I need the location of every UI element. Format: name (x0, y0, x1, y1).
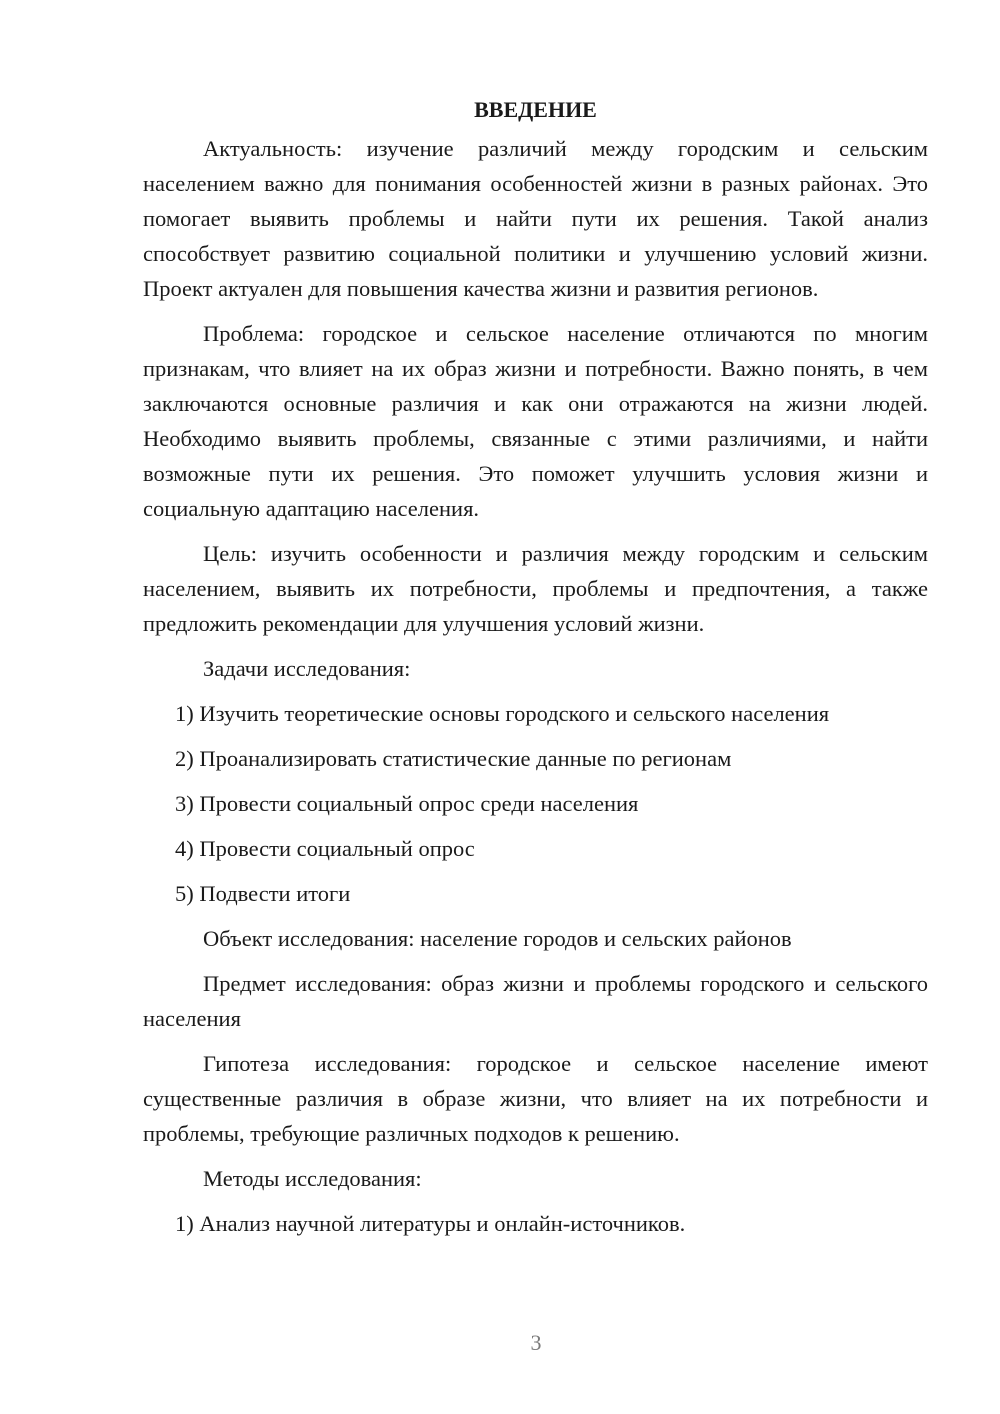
page-number: 3 (530, 1330, 542, 1355)
task-item: 2) Проанализировать статистические данные по регионам (175, 746, 732, 771)
method-item: 1) Анализ научной литературы и онлайн-источников. (175, 1211, 686, 1236)
tasks-label: Задачи исследования: (203, 656, 411, 681)
document-page (143, 92, 928, 1251)
task-item: 5) Подвести итоги (175, 881, 351, 906)
problem-paragraph: Проблема: городское и сельское население отличаются по многим признакам, что влияет на их образ жизни и потребности. Важно понять, в чем заключаются основные различия и как они отражаются на жизни людей. Необходимо выявить проблемы, связанные с этими различиями, и найти возможные пути их решения. Это поможет улучшить условия жизни и социальную адаптацию населения. (143, 321, 928, 521)
methods-label: Методы исследования: (203, 1166, 422, 1191)
task-item: 3) Провести социальный опрос среди населения (175, 791, 639, 816)
object-paragraph: Объект исследования: население городов и сельских районов (203, 926, 792, 951)
goal-paragraph: Цель: изучить особенности и различия между городским и сельским населением, выявить их потребности, проблемы и предпочтения, а также предложить рекомендации для улучшения условий жизни. (143, 541, 928, 636)
relevance-paragraph: Актуальность: изучение различий между городским и сельским населением важно для понимания особенностей жизни в разных районах. Это помогает выявить проблемы и найти пути их решения. Такой анализ способствует развитию социальной политики и улучшению условий жизни. Проект актуален для повышения качества жизни и развития регионов. (143, 136, 928, 301)
task-item: 1) Изучить теоретические основы городского и сельского населения (175, 701, 830, 726)
subject-paragraph: Предмет исследования: образ жизни и проблемы городского и сельского населения (143, 971, 928, 1031)
task-item: 4) Провести социальный опрос (175, 836, 475, 861)
hypothesis-paragraph: Гипотеза исследования: городское и сельское население имеют существенные различия в образе жизни, что влияет на их потребности и проблемы, требующие различных подходов к решению. (143, 1051, 928, 1146)
page-title: ВВЕДЕНИЕ (474, 97, 597, 122)
